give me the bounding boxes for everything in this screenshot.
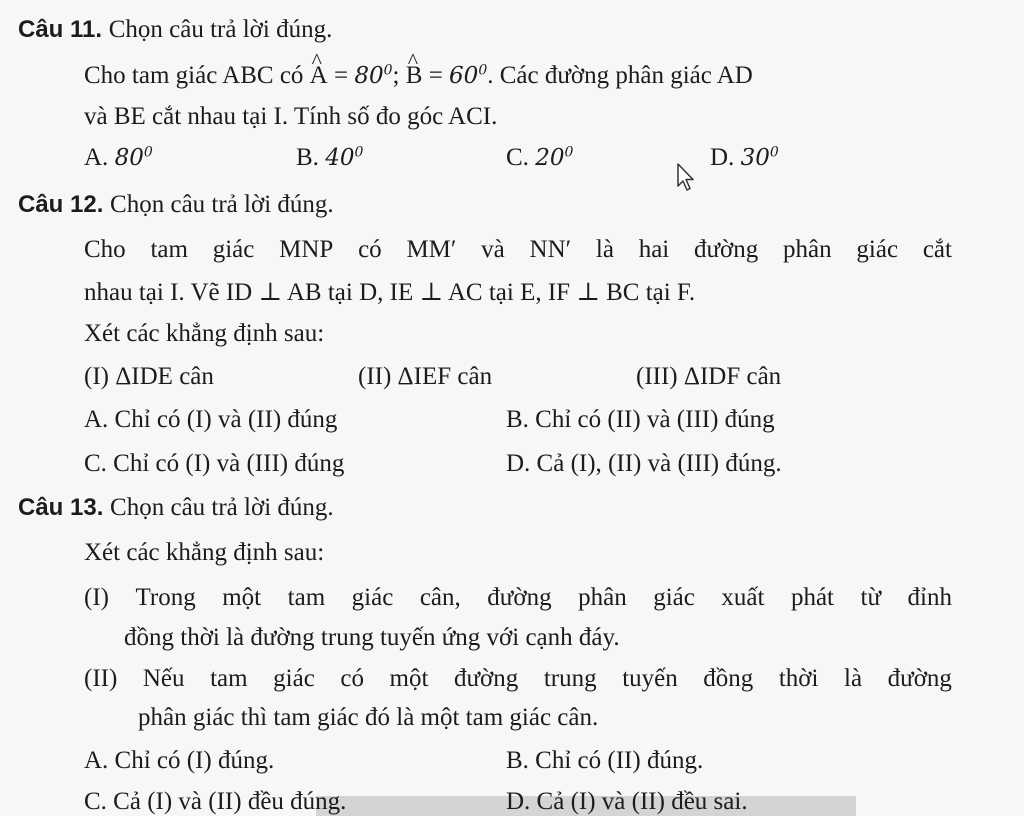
q13-line1: Xét các khẳng định sau: (84, 539, 325, 566)
word: giác (856, 236, 899, 263)
q11-option-c-value (535, 145, 573, 171)
q11-option-a-deg: 0 (143, 144, 153, 161)
q11-val-b-deg: 0 (478, 62, 488, 79)
q11-eq-b: = (422, 62, 450, 89)
word: tam (287, 584, 326, 611)
q13-option-d[interactable]: D. Cả (I) và (II) đều sai. (506, 788, 748, 815)
q11-line2: và BE cắt nhau tại I. Tính số đo góc ACI. (84, 103, 498, 130)
q11-heading (18, 16, 332, 44)
word: thời (778, 665, 819, 692)
q11-option-a-letter: A. (84, 144, 109, 171)
q12-line1 (84, 236, 952, 264)
q11-option-c[interactable] (506, 144, 573, 172)
word: MM′ (406, 236, 457, 263)
q11-option-b-deg: 0 (354, 144, 364, 161)
q11-option-b-value (325, 145, 363, 171)
q11-line1-post: . Các đường phân giác AD (487, 62, 753, 89)
word: đường (694, 236, 759, 263)
q13-statement-1-line1 (84, 584, 952, 612)
q11-val-a-deg: 0 (383, 62, 393, 79)
q11-option-d-deg: 0 (769, 144, 779, 161)
q11-option-d-num: 30 (740, 145, 770, 171)
q12-heading (18, 191, 334, 219)
q13-statement-2-line1 (84, 665, 952, 693)
q13-statement-2-line2: phân giác thì tam giác đó là một tam giác cân. (138, 704, 599, 731)
q11-option-a-num: 80 (114, 145, 144, 171)
word: hai (638, 236, 670, 263)
word: đồng (703, 665, 754, 692)
word: là (595, 236, 614, 263)
q12-statement-1: (I) ΔIDE cân (84, 363, 214, 390)
word: đường (487, 584, 552, 611)
q12-statement-2: (II) ΔIEF cân (358, 363, 493, 390)
q12-label: Câu 12. (18, 191, 104, 218)
word: đỉnh (907, 584, 952, 611)
q11-option-a-value (115, 145, 153, 171)
q13-option-a[interactable]: A. Chỉ có (I) đúng. (84, 747, 275, 774)
word: phân (783, 236, 832, 263)
q11-val-b (449, 63, 487, 89)
q12-option-b[interactable]: B. Chỉ có (II) và (III) đúng (506, 406, 775, 433)
q11-val-a-num: 80 (354, 63, 384, 89)
q13-heading (18, 494, 334, 522)
angle-a: ^ A (310, 62, 328, 90)
q11-option-b-num: 40 (325, 145, 355, 171)
q13-statement-1-line2: đồng thời là đường trung tuyến ứng với cạnh đáy. (124, 624, 620, 651)
word: Cho (84, 236, 126, 263)
word: cân, (419, 584, 461, 611)
word: xuất (721, 584, 765, 611)
q11-val-a (354, 63, 392, 89)
q12-option-c[interactable]: C. Chỉ có (I) và (III) đúng (84, 450, 345, 477)
word: MNP (279, 236, 334, 263)
q13-label: Câu 13. (18, 494, 104, 521)
q11-option-d-value (741, 145, 779, 171)
angle-b: ^ B (406, 62, 423, 90)
word: Trong (135, 584, 196, 611)
word: giác (653, 584, 695, 611)
q11-option-b[interactable] (296, 144, 363, 172)
q12-line2: nhau tại I. Vẽ ID ⊥ AB tại D, IE ⊥ AC tại E, IF ⊥ BC tại F. (84, 279, 696, 306)
q13-instruction: Chọn câu trả lời đúng. (110, 494, 334, 521)
word: tuyến (622, 665, 678, 692)
q11-eq-a: = (327, 62, 355, 89)
q13-option-b[interactable]: B. Chỉ có (II) đúng. (506, 747, 704, 774)
word: có (340, 665, 364, 692)
q11-option-c-num: 20 (535, 145, 565, 171)
word: có (358, 236, 382, 263)
word: đường (887, 665, 952, 692)
q13-option-c[interactable]: C. Cả (I) và (II) đều đúng. (84, 788, 347, 815)
word: (II) (84, 665, 118, 692)
word: giác (273, 665, 315, 692)
word: trung (543, 665, 597, 692)
word: NN′ (529, 236, 572, 263)
q11-option-c-deg: 0 (564, 144, 574, 161)
q12-option-d[interactable]: D. Cả (I), (II) và (III) đúng. (506, 450, 782, 477)
q11-val-b-num: 60 (449, 63, 479, 89)
word: giác (212, 236, 255, 263)
word: tam (150, 236, 188, 263)
word: (I) (84, 584, 109, 611)
word: từ (860, 584, 881, 611)
q11-option-c-letter: C. (506, 144, 529, 171)
q11-line1-pre: Cho tam giác ABC có (84, 62, 310, 89)
word: và (481, 236, 505, 263)
word: phân (578, 584, 627, 611)
q11-option-d-letter: D. (710, 144, 735, 171)
word: tam (210, 665, 248, 692)
q11-instruction: Chọn câu trả lời đúng. (108, 16, 333, 43)
word: một (222, 584, 262, 611)
q11-option-a[interactable] (84, 144, 153, 172)
q12-instruction: Chọn câu trả lời đúng. (110, 191, 334, 218)
q11-option-d[interactable] (710, 144, 779, 172)
word: phát (790, 584, 834, 611)
word: một (389, 665, 429, 692)
word: là (844, 665, 863, 692)
word: cắt (922, 236, 952, 263)
word: giác (351, 584, 394, 611)
q11-line1 (84, 62, 753, 90)
q11-sep: ; (392, 62, 406, 89)
word: Nếu (142, 665, 185, 692)
q11-option-b-letter: B. (296, 144, 319, 171)
word: đường (454, 665, 519, 692)
q12-statement-3: (III) ΔIDF cân (636, 363, 782, 390)
q12-option-a[interactable]: A. Chỉ có (I) và (II) đúng (84, 406, 338, 433)
mouse-cursor-icon (676, 162, 698, 192)
q12-line3: Xét các khẳng định sau: (84, 320, 325, 347)
q11-label: Câu 11. (18, 16, 103, 43)
